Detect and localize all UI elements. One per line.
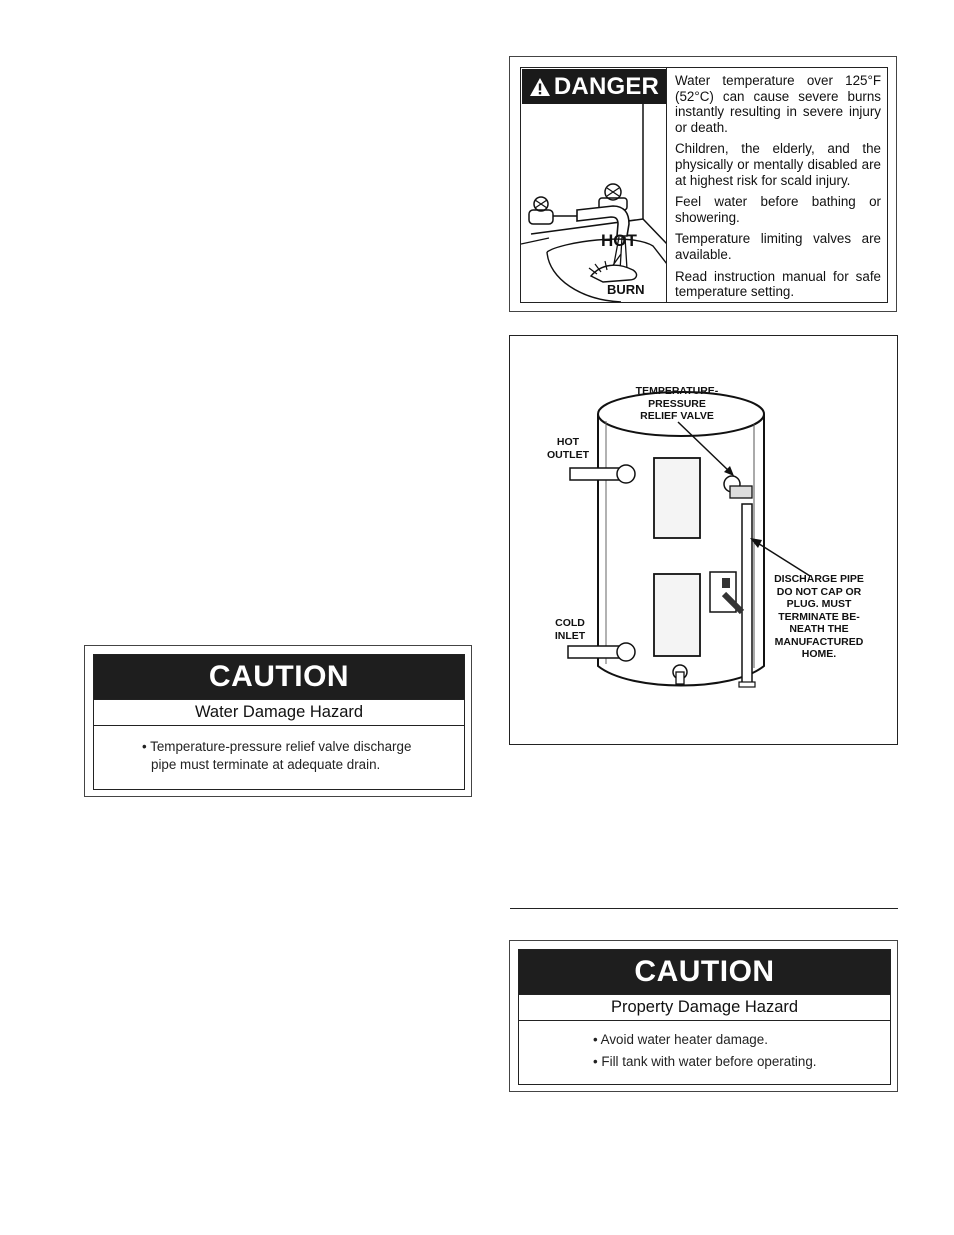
caution-message-item: • Temperature-pressure relief valve discharge pipe must terminate at adequate drain. — [142, 739, 412, 772]
cold-inlet-label: COLD INLET — [554, 617, 586, 642]
burn-illustration-text: BURN — [607, 282, 645, 297]
danger-paragraph: Children, the elderly, and the physically or mentally disabled are at highest risk for scald injury. — [675, 141, 881, 188]
danger-illustration-panel — [521, 68, 667, 302]
caution-hazard-title: Water Damage Hazard — [94, 699, 464, 726]
danger-label-frame — [520, 67, 888, 303]
scald-faucet-illustration — [521, 104, 667, 302]
danger-paragraph: Read instruction manual for safe temperature setting. — [675, 268, 881, 300]
caution-message-item: • Avoid water heater damage. — [593, 1032, 768, 1047]
discharge-pipe-label: DISCHARGE PIPE DO NOT CAP OR PLUG. MUST TERMINATE BE- NEATH THE MANUFACTURED HOME. — [774, 573, 864, 660]
caution-message-list — [94, 726, 464, 774]
caution-frame — [518, 949, 891, 1085]
danger-paragraph: Feel water before bathing or showering. — [675, 194, 881, 225]
caution-hazard-title: Property Damage Hazard — [519, 994, 890, 1021]
danger-paragraph: Temperature limiting valves are available. — [675, 231, 881, 262]
caution-water-damage-label — [84, 645, 472, 797]
danger-signal-word: DANGER — [553, 72, 660, 100]
water-heater-diagram — [509, 335, 898, 745]
warning-triangle-icon — [529, 77, 551, 97]
caution-frame — [93, 654, 465, 790]
danger-label — [509, 56, 897, 312]
danger-header — [522, 69, 666, 104]
tp-valve-label: TEMPERATURE- PRESSURE RELIEF VALVE — [635, 385, 719, 422]
danger-paragraph: Water temperature over 125°F (52°C) can cause severe burns instantly resulting in severe injury or death. — [675, 73, 881, 135]
caution-signal-word: CAUTION — [519, 950, 890, 994]
hot-outlet-label: HOT OUTLET — [547, 436, 589, 461]
caution-property-damage-label — [509, 940, 898, 1092]
danger-message — [675, 73, 881, 306]
section-divider — [510, 908, 898, 909]
caution-signal-word: CAUTION — [94, 655, 464, 699]
hot-illustration-text: HOT — [601, 231, 637, 250]
caution-message-list — [519, 1021, 890, 1071]
caution-message-item: • Fill tank with water before operating. — [593, 1054, 817, 1069]
